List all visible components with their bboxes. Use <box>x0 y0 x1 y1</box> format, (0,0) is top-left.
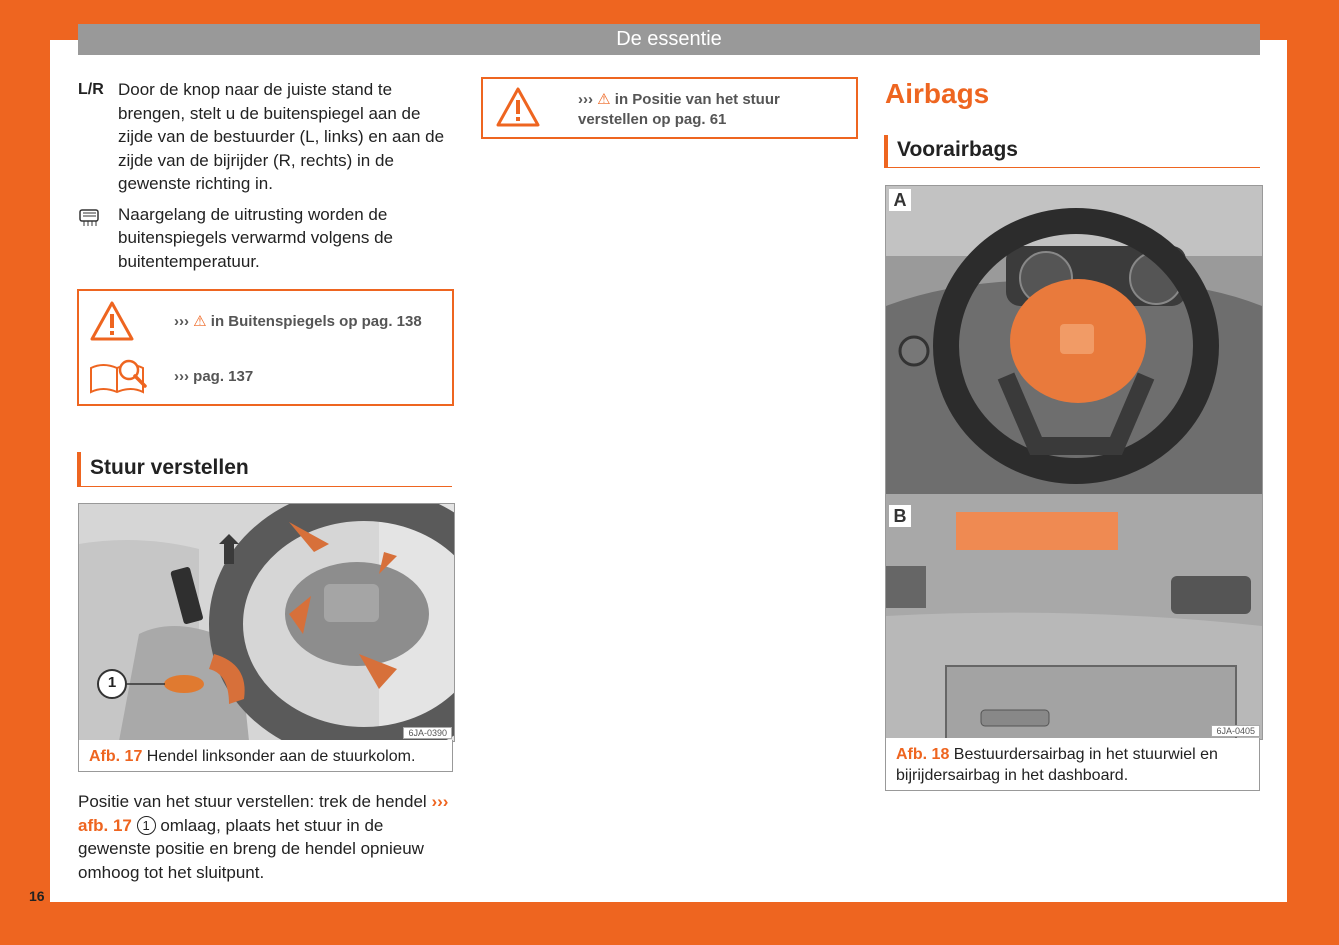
warning-box <box>77 289 454 406</box>
para-text: Positie van het stuur verstellen: trek de hendel <box>78 792 427 811</box>
page-number: 16 <box>29 888 45 904</box>
book-ref-text: pag. 137 <box>193 368 254 385</box>
caption-label: Afb. 17 <box>89 748 143 765</box>
warning-triangle-icon <box>89 300 135 342</box>
column-left <box>78 78 458 280</box>
ref-text: afb. 17 <box>78 815 132 835</box>
para-text: omlaag, plaats het stuur in de gewenste positie en breng de hendel opnieuw omhoog tot het sluitpunt. <box>78 815 424 882</box>
figure-caption <box>885 738 1260 791</box>
figure-airbags <box>885 185 1263 740</box>
figure-label-b: B <box>889 505 911 527</box>
warning-ref[interactable] <box>578 90 848 130</box>
figure-label-a: A <box>889 189 911 211</box>
list-item <box>78 78 458 196</box>
chevron-icon: ››› <box>174 368 189 385</box>
small-warning-icon: ⚠ <box>193 313 207 330</box>
warning-triangle-icon <box>495 86 541 128</box>
chevron-icon: ››› <box>578 91 593 108</box>
book-search-icon <box>89 356 151 396</box>
caption-label: Afb. 18 <box>896 746 950 763</box>
warning-box-col2 <box>481 77 858 139</box>
section-title-voorairbags: Voorairbags <box>884 135 1260 168</box>
warning-ref-text: in Positie van het stuur verstellen op pag. 61 <box>578 91 780 128</box>
item-text: Door de knop naar de juiste stand te brengen, stelt u de buitenspiegel aan de zijde van de bestuurder (L, links) en aan de zijde van de bijrijder (R, rechts) in de gewenste richting in. <box>118 80 445 193</box>
figure-code: 6JA-0405 <box>1211 725 1260 737</box>
page-title-airbags: Airbags <box>885 78 990 109</box>
warning-ref[interactable] <box>174 312 422 330</box>
marker-1: 1 <box>107 674 117 691</box>
section-title-stuur: Stuur verstellen <box>77 452 452 487</box>
paragraph <box>78 790 458 884</box>
small-warning-icon: ⚠ <box>597 91 611 108</box>
book-ref[interactable] <box>174 368 253 385</box>
warning-ref-text: in Buitenspiegels op pag. 138 <box>210 313 422 330</box>
marker-circle: 1 <box>137 816 156 835</box>
page-header: De essentie <box>78 24 1260 55</box>
figure-caption <box>78 740 453 772</box>
figure-steering-adjust <box>78 503 455 742</box>
item-text: Naargelang de uitrusting worden de buitenspiegels verwarmd volgens de buitentemperatuur. <box>118 204 393 271</box>
caption-text: Bestuurdersairbag in het stuurwiel en bijrijdersairbag in het dashboard. <box>896 746 1218 784</box>
airbag-illustration <box>886 186 1262 739</box>
heated-mirror-icon <box>78 208 102 228</box>
caption-text: Hendel linksonder aan de stuurkolom. <box>146 748 416 765</box>
list-item <box>78 203 458 274</box>
figure-code: 6JA-0390 <box>403 727 452 739</box>
lr-key: L/R <box>78 81 104 98</box>
chevron-icon: ››› <box>431 792 449 811</box>
steering-illustration <box>79 504 454 741</box>
chevron-icon: ››› <box>174 313 189 330</box>
